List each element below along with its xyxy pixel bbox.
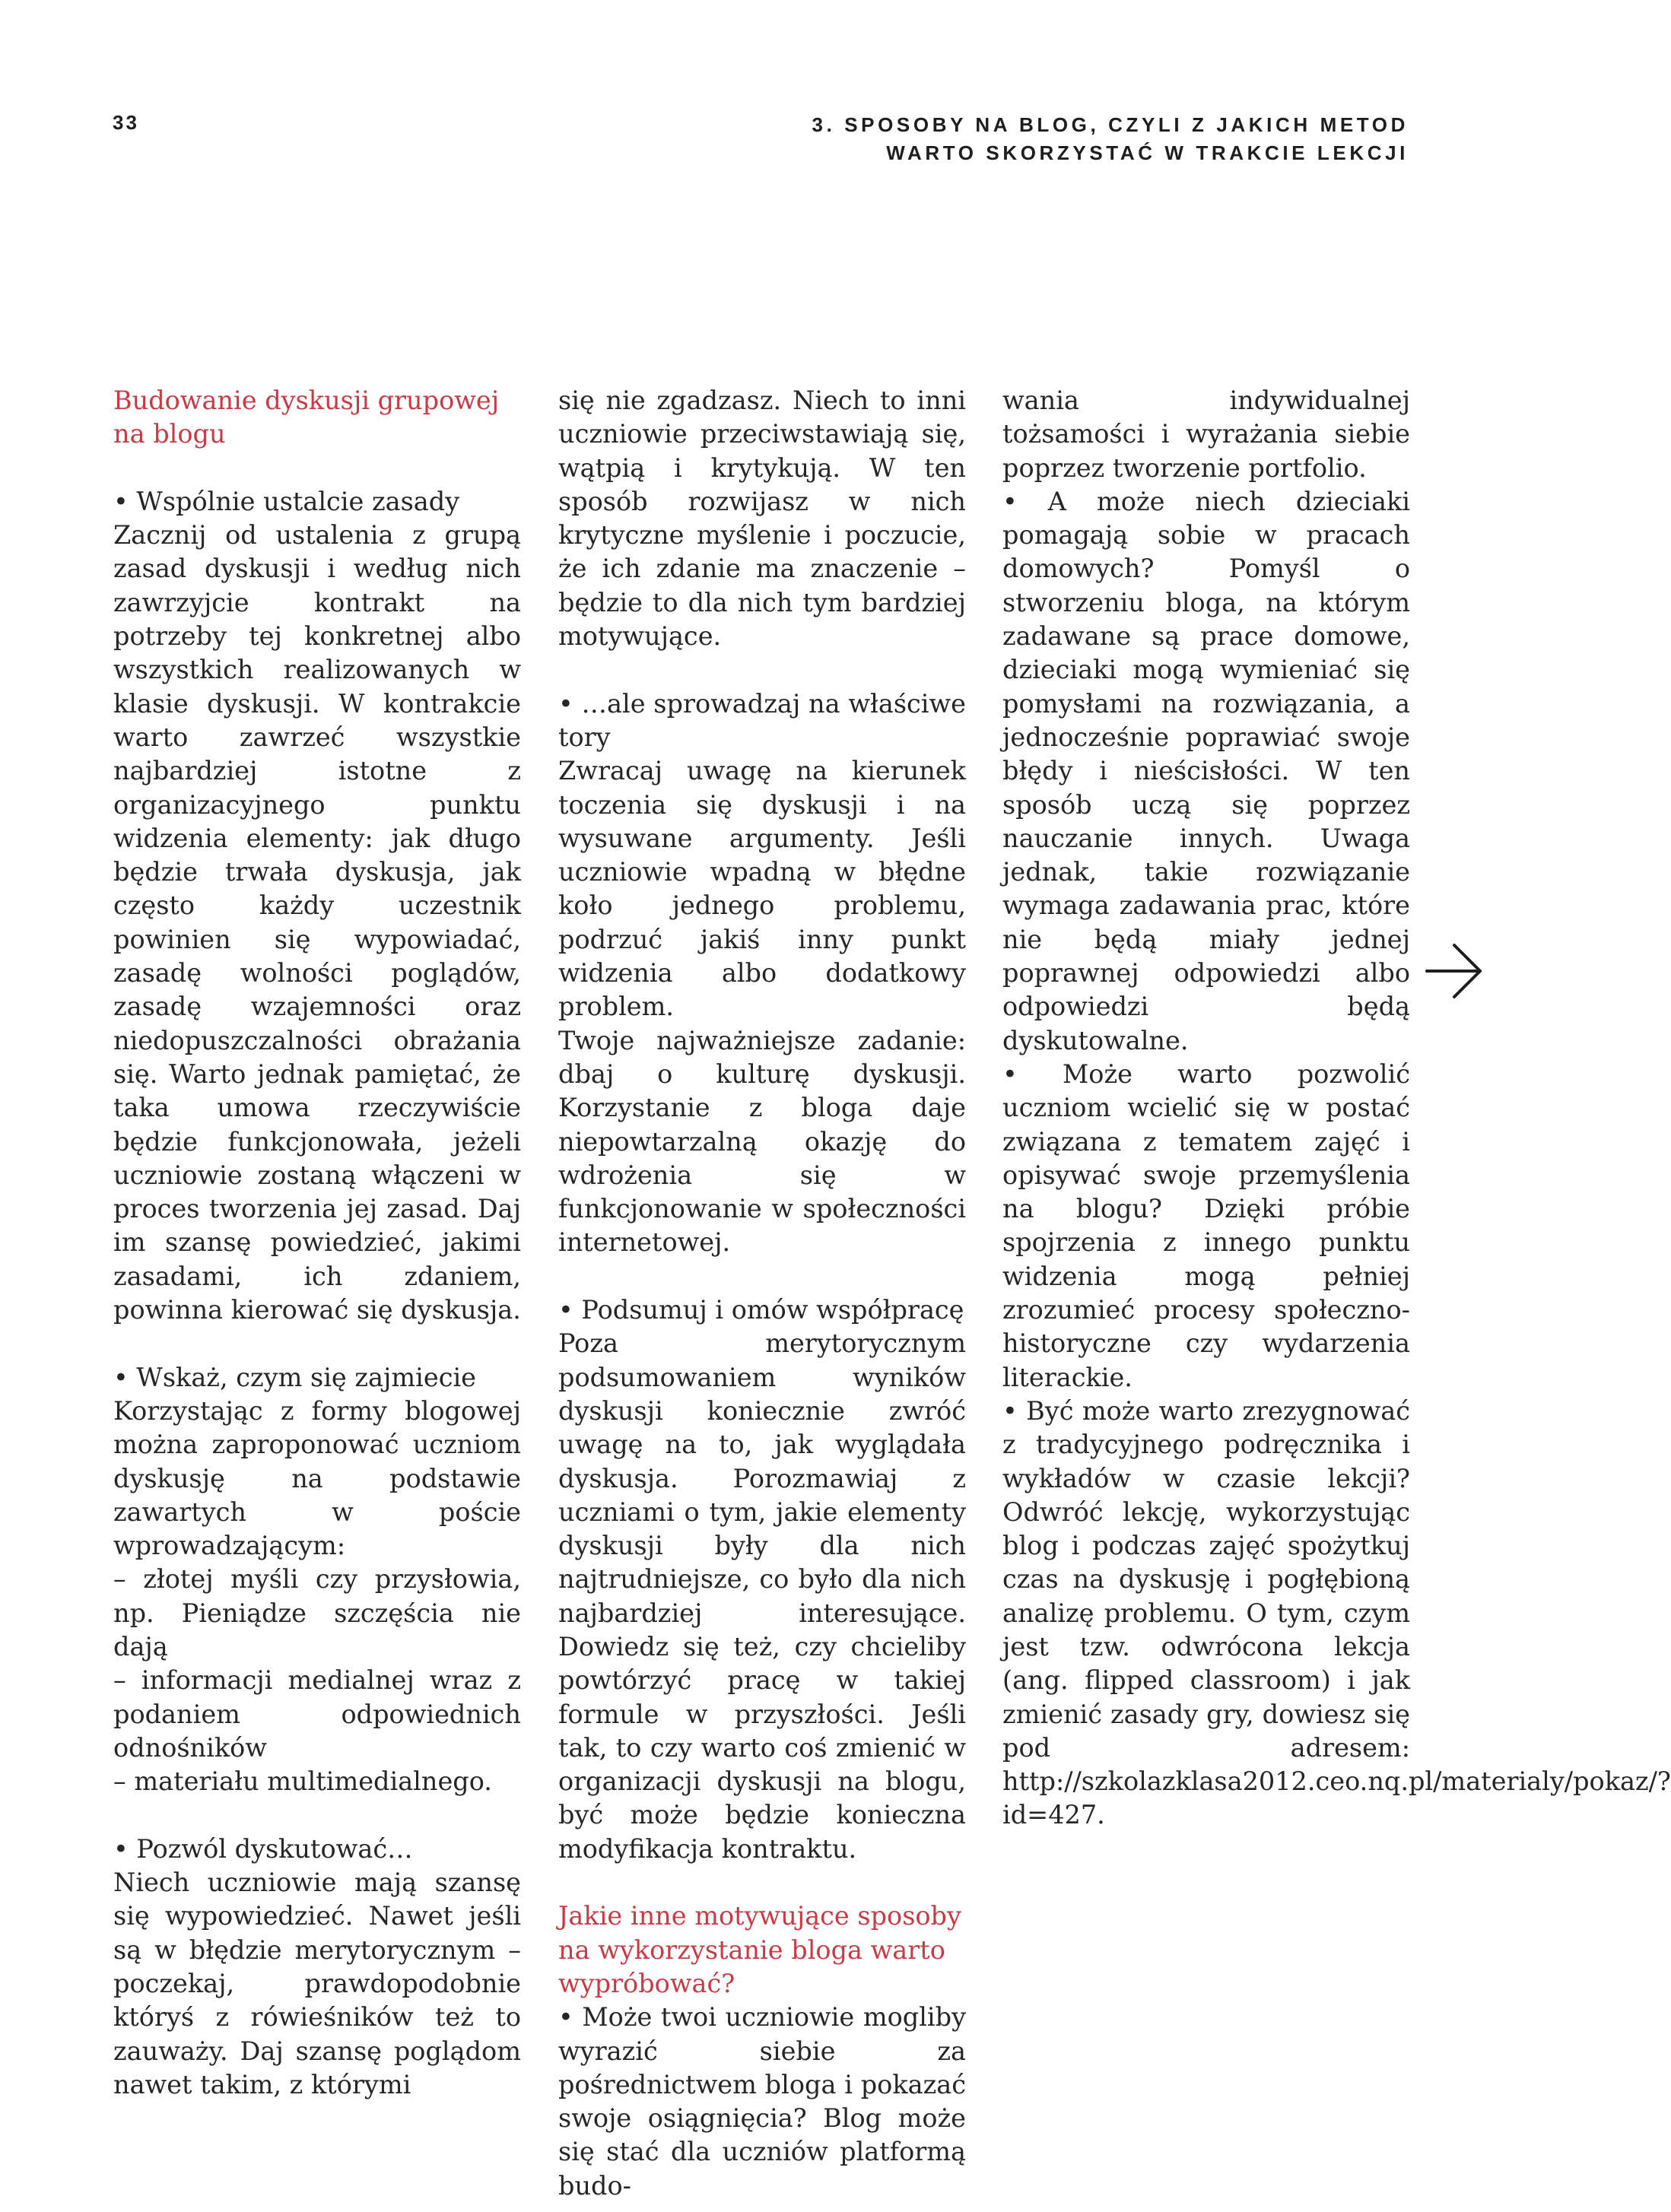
section-heading: Jakie inne motywujące sposoby na wykorzystanie bloga warto wypróbować? [558,1901,961,1998]
subsection-title: • Pozwól dyskutować… [113,1833,413,1864]
list-item: – materiału multimedialnego. [113,1766,492,1797]
bullet-paragraph: • A może niech dzieciaki pomagają sobie w pracach domowych? Pomyśl o stworzeniu bloga, na którym zadawane są prace domowe, dzieciaki mogą wymieniać się pomysłami na rozwiązania, a jednocześnie poprawiać swoje błędy i nieścisłości. W ten sposób uczą się poprzez nauczanie innych. Uwaga jednak, takie rozwiązanie wymaga zadawania prac, które nie będą miały jednej poprawnej odpowiedzi albo odpowiedzi będą dyskutowalne. [1002,486,1410,1055]
paragraph: Poza merytorycznym podsumowaniem wyników dyskusji koniecznie zwróć uwagę na to, jak wyglądała dyskusja. Porozmawiaj z uczniami o tym, jakie elementy dyskusji były dla nich najtrudniejsze, co było dla nich najbardziej interesujące. Dowiedz się też, czy chcieliby powtórzyć pracę w takiej formule w przyszłości. Jeśli tak, to czy warto coś zmienić w organizacji dyskusji na blogu, być może będzie konieczna modyfikacja kontraktu. [558,1328,966,1864]
bullet-paragraph: • Może twoi uczniowie mogliby wyrazić siebie za pośrednictwem bloga i pokazać swoje osiągnięcia? Blog może się stać dla uczniów platformą budo- [558,2002,966,2201]
running-head [812,111,1409,167]
paragraph: wania indywidualnej tożsamości i wyrażania siebie poprzez tworzenie portfolio. [1002,386,1410,483]
subsection-title: • Podsumuj i omów współpracę [558,1295,964,1325]
bullet-paragraph: • Może warto pozwolić uczniom wcielić się w postać związana z tematem zajęć i opisywać swoje przemyślenia na blogu? Dzięki próbie spojrzenia z innego punktu widzenia mogą pełniej zrozumieć procesy społeczno-historyczne czy wydarzenia literackie. [1002,1058,1410,1392]
text-column-3 [1002,384,1671,1833]
section-heading: Budowanie dyskusji grupowej na blogu [113,386,500,449]
page-number: 33 [113,111,139,134]
paragraph: Zacznij od ustalenia z grupą zasad dyskusji i według nich zawrzyjcie kontrakt na potrzeby tej konkretnej albo wszystkich realizowanych w klasie dyskusji. W kontrakcie warto zawrzeć wszystkie najbardziej istotne z organizacyjnego punktu widzenia elementy: jak długo będzie trwała dyskusja, jak często każdy uczestnik powinien się wypowiadać, zasadę wolności poglądów, zasadę wzajemności oraz niedopuszczalności obrażania się. Warto jednak pamiętać, że taka umowa rzeczywiście będzie funkcjonowała, jeżeli uczniowie zostaną włączeni w proces tworzenia jej zasad. Daj im szansę powiedzieć, jakimi zasadami, ich zdaniem, powinna kierować się dyskusja. [113,520,521,1325]
text-column-1 [113,384,521,2102]
list-item: – informacji medialnej wraz z podaniem odpowiednich odnośników [113,1665,521,1763]
subsection-title: • Wspólnie ustalcie zasady [113,486,460,516]
paragraph: się nie zgadzasz. Niech to inni uczniowie przeciwstawiają się, wątpią i krytykują. W ten sposób rozwijasz w nich krytyczne myślenie i poczucie, że ich zdanie ma znaczenie – będzie to dla nich tym bardziej motywujące. [558,386,966,652]
subsection-title: • …ale sprowadzaj na właściwe tory [558,688,966,752]
subsection-title: • Wskaż, czym się zajmiecie [113,1362,476,1392]
bullet-paragraph: • Być może warto zrezygnować z tradycyjnego podręcznika i wykładów w czasie lekcji? Odwróć lekcję, wykorzystując blog i podczas zajęć spożytkuj czas na dyskusję i pogłębioną analizę problemu. O tym, czym jest tzw. odwrócona lekcja (ang. flipped classroom) i jak zmienić zasady gry, dowiesz się pod adresem: http://szkolazklasa2012.ceo.nq.pl/materialy/pokaz/?id=427. [1002,1395,1671,1830]
paragraph: Twoje najważniejsze zadanie: dbaj o kulturę dyskusji. Korzystanie z bloga daje niepowtarzalną okazję do wdrożenia się w funkcjonowanie w społeczności internetowej. [558,1025,966,1258]
paragraph: Zwracaj uwagę na kierunek toczenia się dyskusji i na wysuwane argumenty. Jeśli uczniowie wpadną w błędne koło jednego problemu, podrzuć jakiś inny punkt widzenia albo dodatkowy problem. [558,756,966,1022]
text-column-2 [558,384,966,2203]
list-item: – złotej myśli czy przysłowia, np. Pieniądze szczęścia nie dają [113,1564,521,1661]
chapter-title-line-2: WARTO SKORZYSTAĆ W TRAKCIE LEKCJI [886,141,1409,164]
chapter-title-line-1: 3. SPOSOBY NA BLOG, CZYLI Z JAKICH METOD [812,113,1409,136]
paragraph: Korzystając z formy blogowej można zaproponować uczniom dyskusję na podstawie zawartych w poście wprowadzającym: [113,1395,521,1561]
paragraph: Niech uczniowie mają szansę się wypowiedzieć. Nawet jeśli są w błędzie merytorycznym – poczekaj, prawdopodobnie któryś z rówieśników też to zauważy. Daj szansę poglądom nawet takim, z którymi [113,1868,521,2099]
arrow-right-icon[interactable] [1425,943,1485,999]
